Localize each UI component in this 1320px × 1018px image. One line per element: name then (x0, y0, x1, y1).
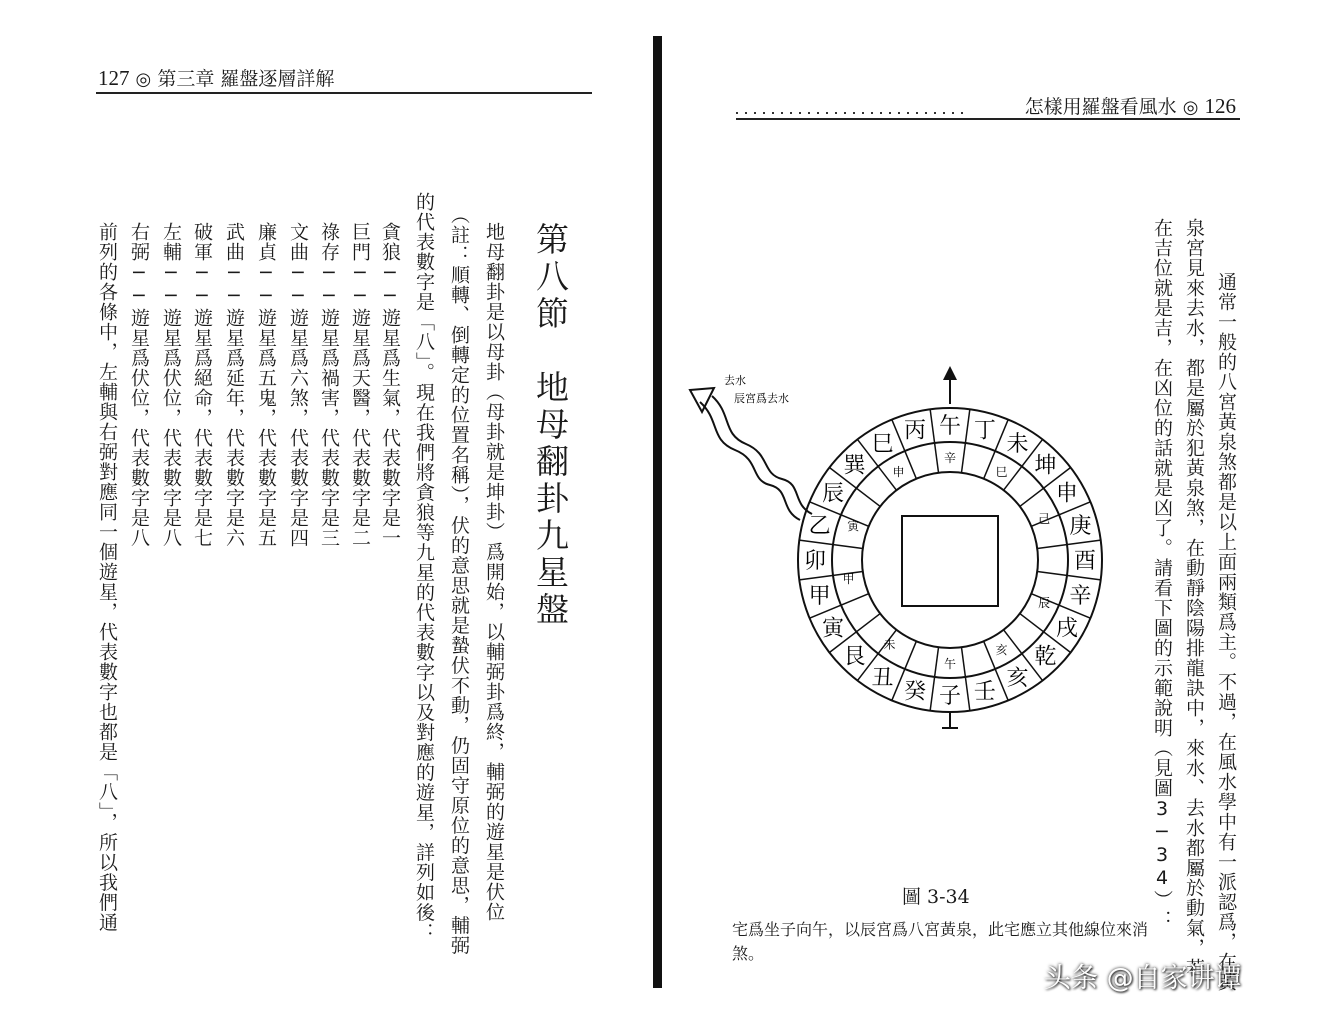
outer-ring-label: 辰 (822, 481, 845, 507)
left-column-1: 地母翻卦是以母卦（母卦就是坤卦）爲開始，以輔弼卦爲終，輔弼的遊星是伏位 (483, 222, 505, 922)
inner-ring-label: 申 (892, 464, 905, 479)
left-header-text: 第三章 羅盤逐層詳解 (157, 68, 335, 90)
right-running-header (1025, 92, 1236, 119)
outer-ring-label: 子 (938, 684, 962, 709)
left-column-11: 左輔──遊星爲伏位，代表數字是八 (160, 222, 182, 548)
outer-ring-label: 癸 (904, 679, 927, 705)
outer-ring-label: 酉 (1073, 549, 1097, 574)
outer-ring-labels (804, 414, 1096, 709)
inner-ring-label: 辰 (1038, 595, 1051, 610)
header-emblem-icon: ◎ (135, 69, 152, 90)
header-emblem-icon: ◎ (1182, 97, 1199, 118)
ring-division-line (799, 540, 862, 548)
outer-ring-label: 巽 (843, 453, 866, 479)
left-column-7: 文曲──遊星爲六煞，代表數字是四 (287, 222, 309, 548)
outer-ring-label: 亥 (1006, 665, 1029, 691)
outer-ring-label: 戌 (1055, 616, 1078, 642)
outer-ring-label: 辛 (1069, 583, 1092, 609)
outer-ring-label: 巳 (871, 432, 894, 458)
outer-ring-label: 壬 (973, 679, 996, 705)
outer-ring-label: 未 (1006, 432, 1029, 458)
ring-division-line (930, 409, 938, 472)
outer-ring-label: 乾 (1034, 644, 1057, 670)
section-title: 第八節 地母翻卦九星盤 (531, 222, 570, 629)
ring-division-line (1037, 540, 1100, 548)
house-square (902, 516, 998, 606)
inner-ring-label: 辛 (943, 451, 957, 465)
outer-ring-label: 丙 (904, 418, 927, 444)
left-header-rule (96, 92, 592, 94)
outer-ring-label: 寅 (822, 616, 845, 642)
outer-ring-label: 乙 (808, 514, 831, 540)
inner-ring-label: 甲 (842, 571, 855, 586)
inner-ring-label: 巳 (995, 464, 1008, 479)
inner-ring (862, 472, 1038, 648)
right-header-dots (736, 112, 966, 114)
outer-ring-label: 卯 (803, 549, 827, 574)
north-arrow-icon (943, 366, 957, 380)
left-column-2: （註：順轉、倒轉定的位置名稱），伏的意思就是蟄伏不動，仍固守原位的意思，輔弼 (448, 205, 470, 956)
left-running-header (98, 64, 334, 91)
inner-ring-label: 未 (883, 637, 896, 652)
outer-ring-label: 坤 (1034, 453, 1057, 479)
ring-division-line (961, 409, 969, 472)
outer-ring-label: 艮 (843, 644, 866, 670)
water-arrow-icon (690, 388, 714, 412)
left-column-4: 貪狼──遊星爲生氣，代表數字是一 (379, 222, 401, 548)
palace-label: 辰宮爲去水 (734, 392, 789, 405)
water-label: 去水 (724, 374, 746, 387)
inner-ring-label: 寅 (847, 518, 860, 533)
inner-ring-label: 己 (1038, 512, 1051, 527)
inner-ring-label: 午 (943, 657, 957, 671)
left-column-10: 破軍──遊星爲絕命，代表數字是七 (191, 222, 213, 548)
right-column-2: 泉宮見來去水，都是屬於犯黃泉煞，在動靜陰陽排龍訣中，來水、去水都屬於動氣，若 (1183, 218, 1205, 978)
figure-caption: 圖 3-34 (902, 886, 970, 908)
right-page-number: 126 (1204, 94, 1236, 118)
water-flow-line-2 (712, 396, 812, 514)
outer-ring-label: 庚 (1069, 514, 1092, 540)
right-header-rule (736, 118, 1240, 120)
right-column-3: 在吉位就是吉，在凶位的話就是凶了。請看下圖的示範說明（見圖3─34）： (1151, 218, 1173, 930)
outer-ring-label: 甲 (808, 583, 831, 609)
left-column-8: 廉貞──遊星爲五鬼，代表數字是五 (255, 222, 277, 548)
watermark: 头条 @自家讲谭 (1044, 963, 1242, 994)
outer-ring-label: 申 (1055, 481, 1078, 507)
left-column-12: 右弼──遊星爲伏位，代表數字是八 (128, 222, 150, 548)
right-header-text: 怎樣用羅盤看風水 (1024, 96, 1177, 118)
ring-division-line (930, 647, 938, 710)
water-flow-line (700, 402, 800, 520)
left-column-6: 祿存──遊星爲禍害，代表數字是三 (318, 222, 340, 548)
inner-ring-label: 亥 (995, 643, 1008, 658)
right-column-1: 通常一般的八宮黃泉煞都是以上面兩類爲主。不過，在風水學中有一派認爲，在黃 (1215, 252, 1237, 992)
left-column-9: 武曲──遊星爲延年，代表數字是六 (223, 222, 245, 548)
left-column-13: 前列的各條中，左輔與右弼對應同一個遊星，代表數字也都是「八」，所以我們通 (96, 222, 118, 933)
outer-ring-label: 丑 (871, 665, 894, 691)
left-page-number: 127 (98, 66, 130, 90)
ring-division-line (961, 647, 969, 710)
middle-ring (832, 442, 1068, 678)
compass-diagram (680, 360, 1120, 760)
figure-description: 宅爲坐子向午，以辰宮爲八宮黃泉，此宅應立其他線位來消煞。 (732, 920, 1149, 963)
outer-ring-label: 午 (938, 414, 962, 439)
left-column-3: 的代表數字是「八」。現在我們將貪狼等九星的代表數字以及對應的遊星，詳列如後： (413, 192, 435, 943)
outer-ring-label: 丁 (973, 418, 996, 444)
left-column-5: 巨門──遊星爲天醫，代表數字是二 (349, 222, 371, 548)
